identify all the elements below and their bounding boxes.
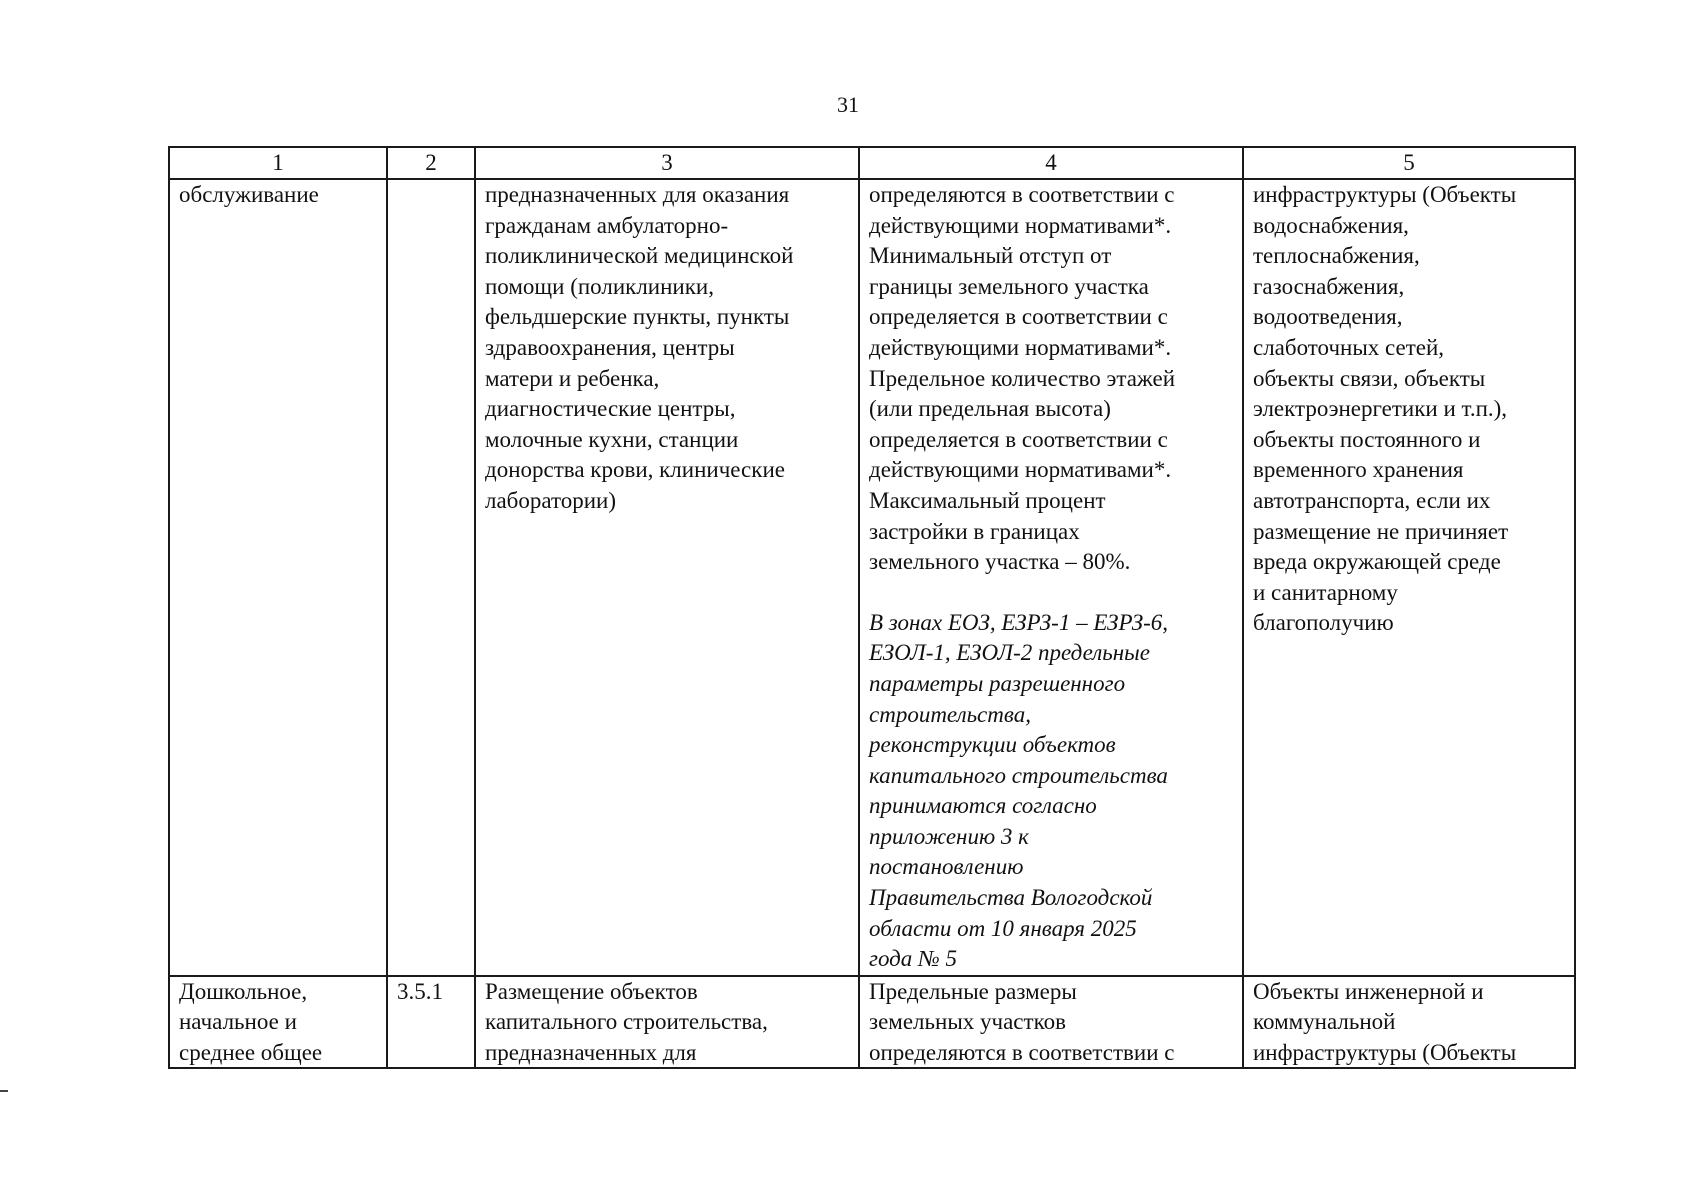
table-cell-use-name (169, 976, 387, 1068)
auxiliary-uses-text: Объекты инженерной и коммунальной инфраструктуры (Объекты (1253, 978, 1517, 1066)
description-text: Размещение объектов капитального строительства, предназначенных для (485, 978, 768, 1066)
table-cell-parameters (859, 976, 1243, 1068)
table-cell-auxiliary-uses (1243, 976, 1575, 1068)
regulations-table (168, 146, 1576, 1069)
table-cell-description (475, 179, 859, 976)
use-name-text: обслуживание (179, 182, 319, 207)
code-text: 3.5.1 (397, 978, 443, 1004)
table-header (169, 147, 1575, 179)
parameters-text: Предельные размеры земельных участков определяются в соответствии с (869, 978, 1175, 1066)
parameters-note-italic: В зонах ЕОЗ, ЕЗРЗ-1 – ЕЗРЗ-6, ЕЗОЛ-1, ЕЗОЛ-2 предельные параметры разрешенного строительства, реконструкции объектов капитального строительства принимаются согласно приложению 3 к постановлению Правительства Вологодской области от 10 января 2025 года № 5 (869, 609, 1169, 972)
table-cell-code (387, 976, 475, 1068)
description-text: предназначенных для оказания гражданам амбулаторно- поликлинической медицинской помощи (поликлиники, фельдшерские пункты, пункты здравоохранения, центры матери и ребенка, диагностические центры, молочные кухни, станции донорства крови, клинические лаборатории) (485, 182, 794, 513)
page-number: 31 (837, 92, 859, 117)
column-header-3: 3 (475, 147, 859, 179)
table-row (169, 179, 1575, 976)
column-header-5: 5 (1243, 147, 1575, 179)
auxiliary-uses-text: инфраструктуры (Объекты водоснабжения, теплоснабжения, газоснабжения, водоотведения, слаботочных сетей, объекты связи, объекты электроэнергетики и т.п.), объекты постоянного и временного хранения автотранспорта, если их размещение не причиняет вреда окружающей среде и санитарному благополучию (1253, 182, 1517, 636)
header-row (169, 147, 1575, 179)
use-name-text: Дошкольное, начальное и среднее общее (179, 978, 323, 1066)
column-header-2: 2 (387, 147, 475, 179)
column-header-1: 1 (169, 147, 387, 179)
table-row (169, 976, 1575, 1068)
table-cell-description (475, 976, 859, 1068)
table-cell-parameters (859, 179, 1243, 976)
column-header-4: 4 (859, 147, 1243, 179)
table-cell-auxiliary-uses (1243, 179, 1575, 976)
table-cell-use-name (169, 179, 387, 976)
table-cell-code (387, 179, 475, 976)
parameters-text: определяются в соответствии с действующими нормативами*. Минимальный отступ от границы земельного участка определяется в соответствии с действующими нормативами*. Предельное количество этажей (или предельная высота) определяется в соответствии с действующими нормативами*. Максимальный процент застройки в границах земельного участка – 80%. (869, 182, 1176, 575)
scan-edge-mark (0, 1090, 8, 1092)
table-body (169, 179, 1575, 1068)
